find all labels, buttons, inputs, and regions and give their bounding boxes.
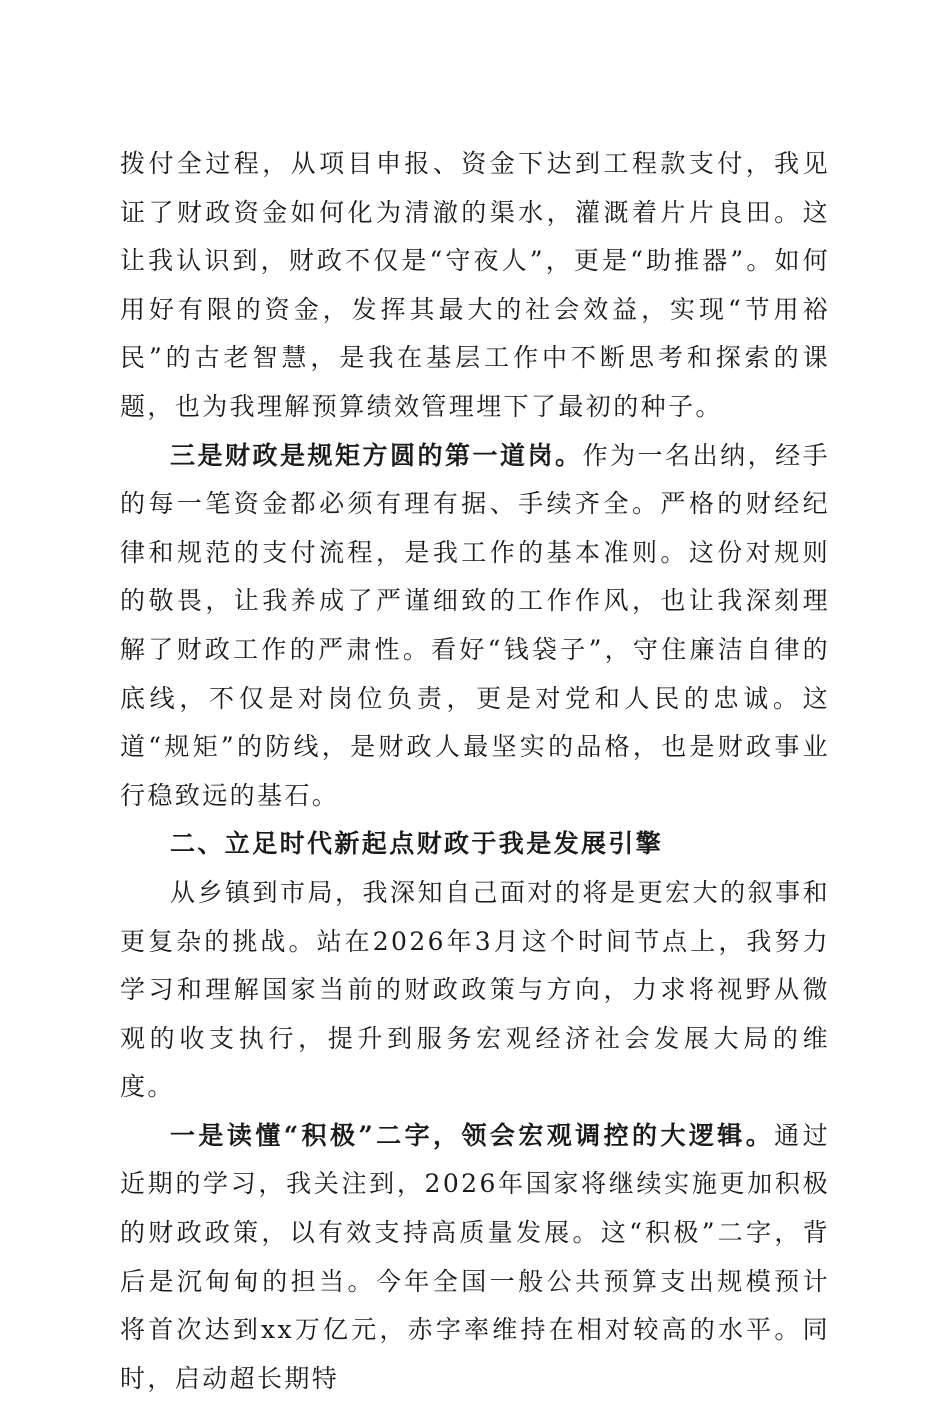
section-heading: 二、立足时代新起点财政于我是发展引擎 xyxy=(170,829,664,859)
document-body xyxy=(120,140,830,1403)
paragraph-lead: 三是财政是规矩方圆的第一道岗。 xyxy=(170,440,583,470)
paragraph-intro: 从乡镇到市局，我深知自己面对的将是更宏大的叙事和更复杂的挑战。站在2026年3月这个时间节点上，我努力学习和理解国家当前的财政政策与方向，力求将视野从微观的收支执行，提升到服务宏观经济社会发展大局的维度。 xyxy=(120,877,830,1102)
paragraph-lead: 一是读懂“积极”二字，领会宏观调控的大逻辑。 xyxy=(170,1120,775,1150)
paragraph-first-point xyxy=(120,1112,830,1403)
paragraph-body: 作为一名出纳，经手的每一笔资金都必须有理有据、手续齐全。严格的财经纪律和规范的支付流程，是我工作的基本准则。这份对规则的敬畏，让我养成了严谨细致的工作作风，也让我深刻理解了财政工作的严肃性。看好“钱袋子”，守住廉洁自律的底线，不仅是对岗位负责，更是对党和人民的忠诚。这道“规矩”的防线，是财政人最坚实的品格，也是财政事业行稳致远的基石。 xyxy=(120,440,830,810)
paragraph-third-point xyxy=(120,432,830,821)
paragraph-body: 通过近期的学习，我关注到，2026年国家将继续实施更加积极的财政政策，以有效支持高质量发展。这“积极”二字，背后是沉甸甸的担当。今年全国一般公共预算支出规模预计将首次达到xx万亿元，赤字率维持在相对较高的水平。同时，启动超长期特 xyxy=(120,1120,830,1393)
paragraph-continuation: 拨付全过程，从项目申报、资金下达到工程款支付，我见证了财政资金如何化为清澈的渠水，灌溉着片片良田。这让我认识到，财政不仅是“守夜人”，更是“助推器”。如何用好有限的资金，发挥其最大的社会效益，实现“节用裕民”的古老智慧，是我在基层工作中不断思考和探索的课题，也为我理解预算绩效管理埋下了最初的种子。 xyxy=(120,149,830,421)
